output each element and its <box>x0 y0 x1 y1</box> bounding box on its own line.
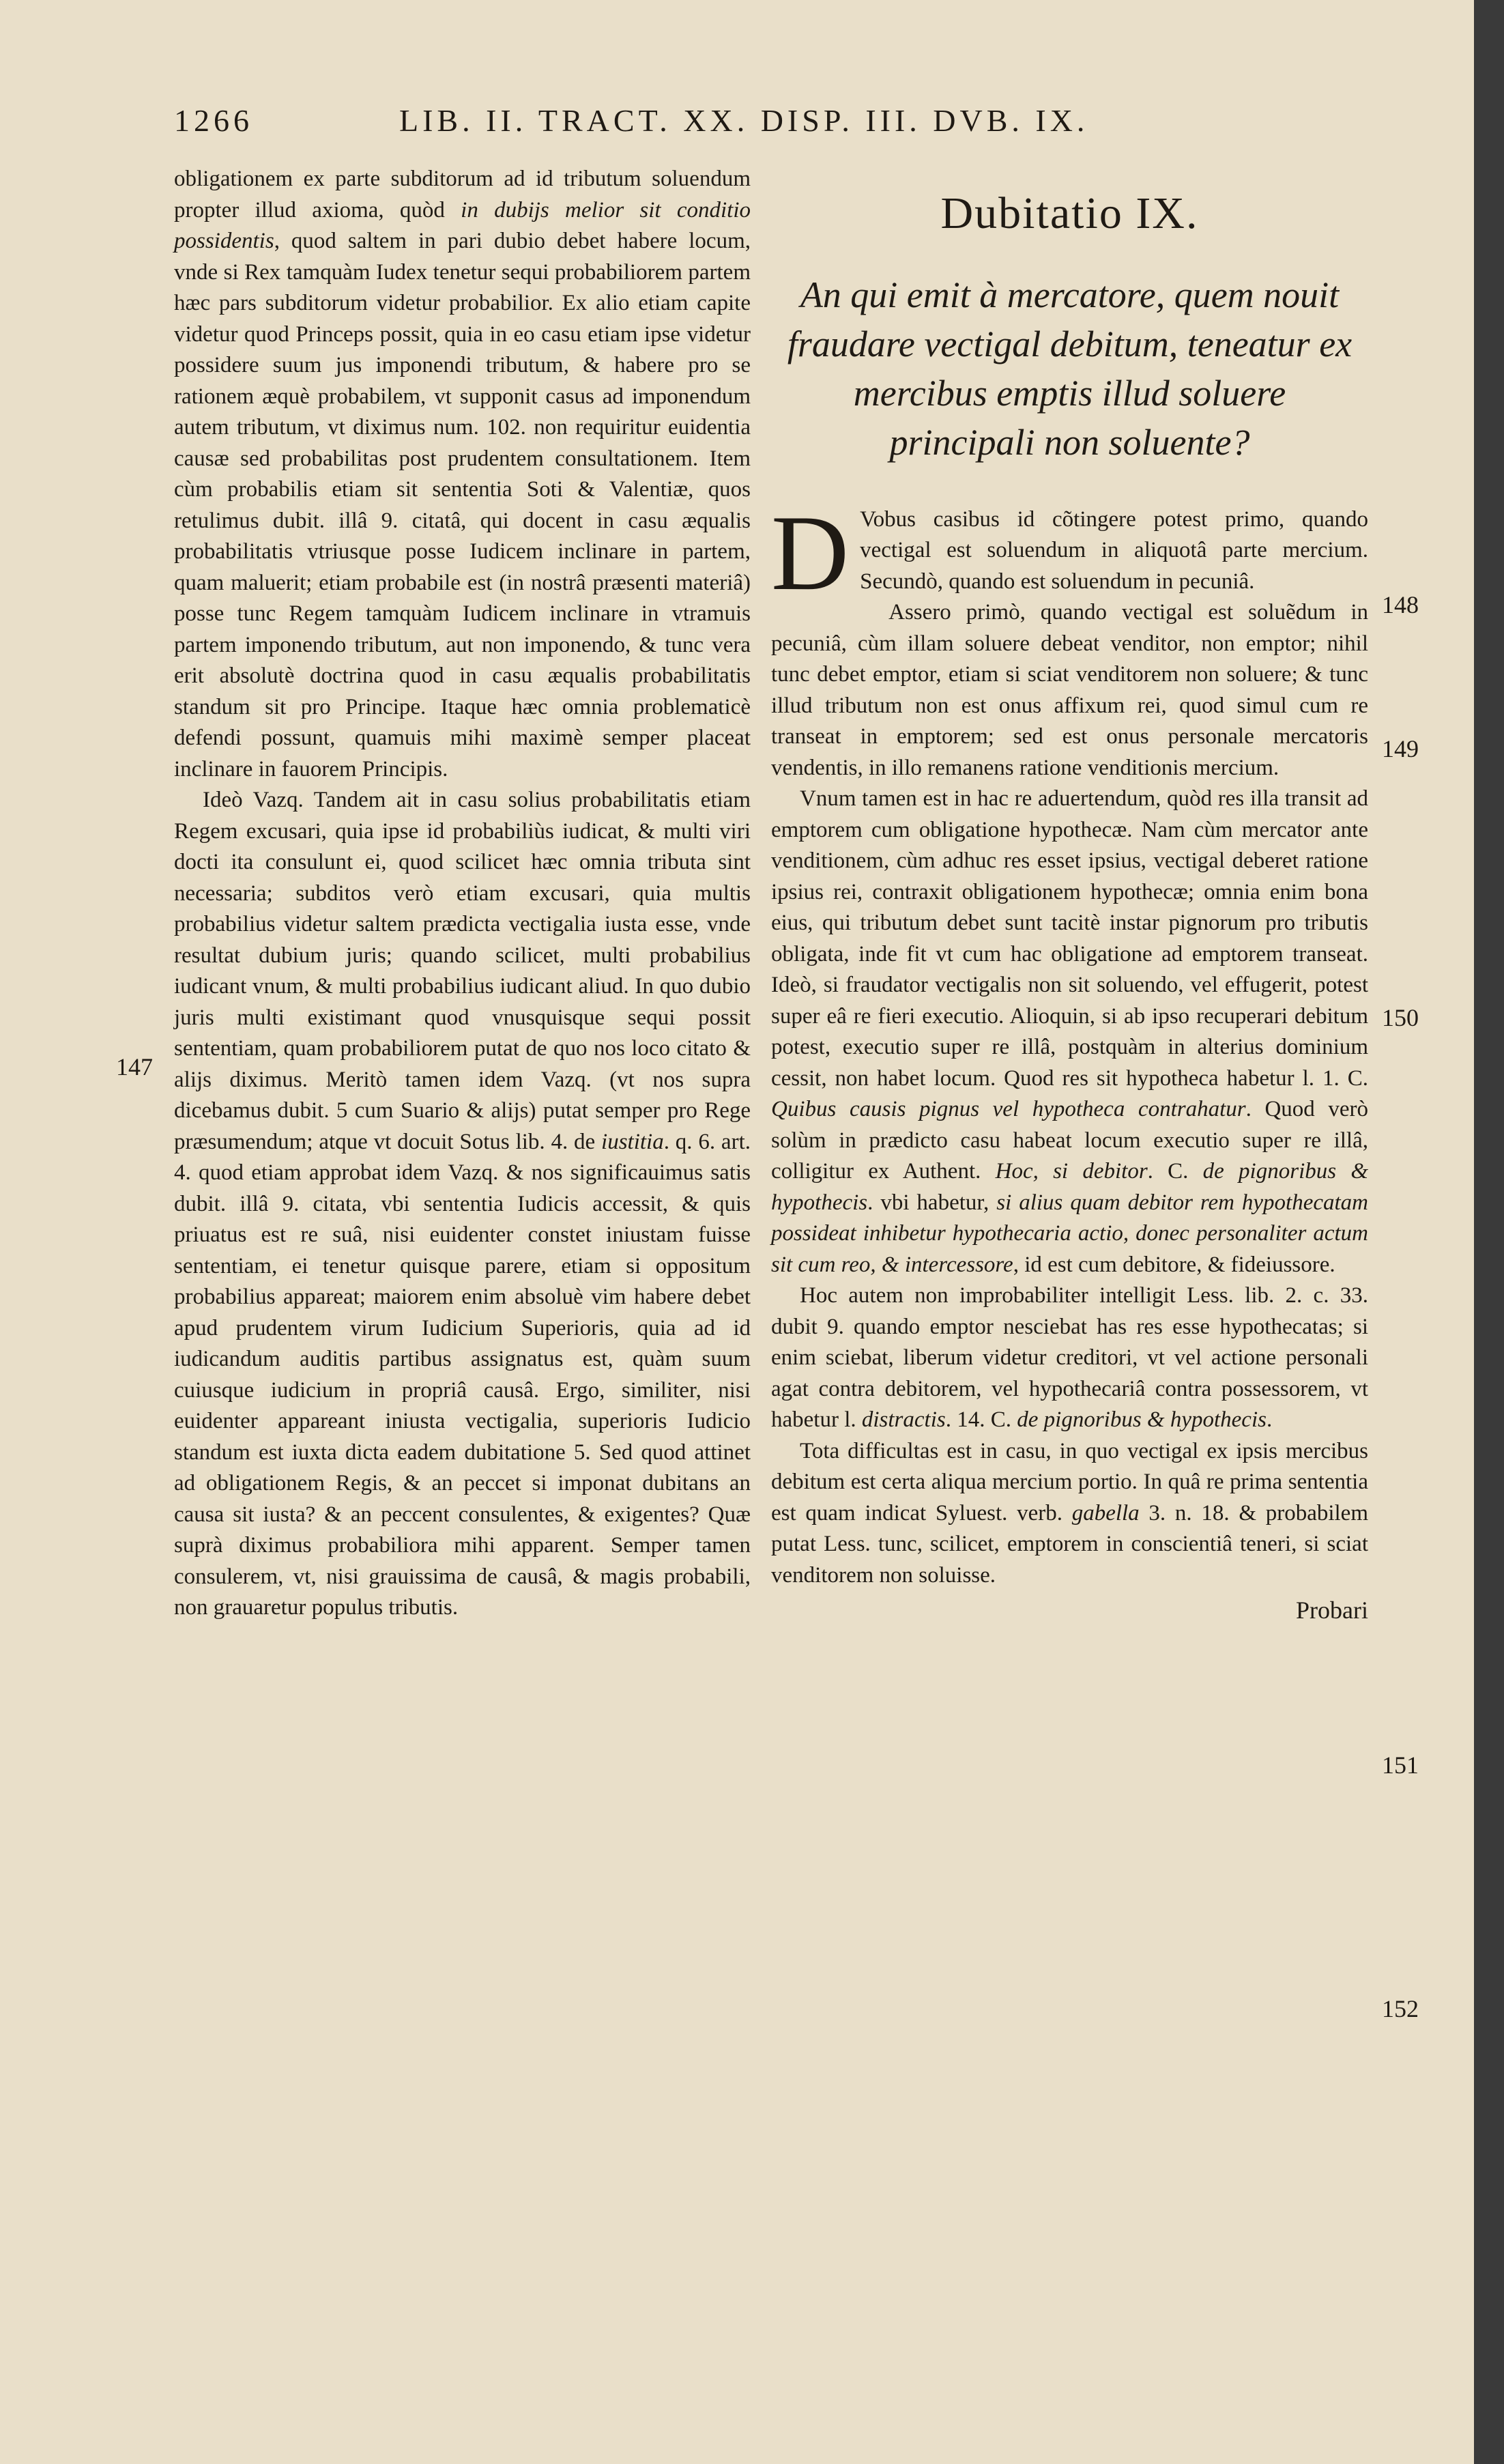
text-run: . vbi habetur, <box>867 1190 997 1215</box>
text-run: , id est cum debitore, & fideiussore. <box>1013 1252 1335 1277</box>
margin-number-152: 152 <box>1382 1995 1419 2022</box>
text-run: . 14. C. <box>945 1407 1017 1432</box>
text-run: . Quod verò solùm in prædicto casu habeat locum executio super re illâ, colligitur ex Authent. <box>771 1097 1369 1184</box>
italic-citation: iustitia <box>601 1129 664 1154</box>
italic-citation: de pignoribus & hypothecis <box>771 1159 1368 1215</box>
left-column <box>174 164 751 1624</box>
text-run: Ideò Vazq. Tandem ait in casu solius probabilitatis etiam Regem excusari, quia ipse id probabiliùs iudicat, & multi viri docti ita consulunt ei, quod scilicet hæc omnia tributa sint necessaria; subditos verò etiam excusari, quia multis probabilius videtur saltem prædicta vectigalia iusta esse, vnde resultat dubium juris; quando scilicet, multi probabilius iudicant vnum, & multi probabilius iudicant aliud. In quo dubio juris multi existimant quod vnusquisque sequi possit sententiam, quam probabiliorem putat de quo nos loco citato & alijs diximus. Meritò tamen idem Vazq. (vt nos supra dicebamus dubit. 5 cum Suario & alijs) putat semper pro Rege præsumendum; atque vt docuit Sotus lib. 4. de <box>174 788 751 1154</box>
right-paragraph-2 <box>771 597 1368 784</box>
right-paragraph-5 <box>771 1436 1368 1592</box>
text-run: . <box>1266 1407 1273 1432</box>
margin-number-148: 148 <box>1382 591 1419 618</box>
italic-citation: distractis <box>861 1407 946 1432</box>
margin-number-149: 149 <box>1382 735 1419 762</box>
left-paragraph-2 <box>174 785 751 1624</box>
text-run: , quod saltem in pari dubio debet habere locum, vnde si Rex tamquàm Iudex tenetur sequi probabiliorem partem hæc pars subditorum videtur probabilior. Ex alio etiam capite videtur quod Princeps possit, quia in eo casu etiam ipse videtur possidere suum jus imponendi tributum, & habere pro se rationem æquè probabilem, vt supponit casus ad imponendum autem tributum, vt diximus num. 102. non requiritur euidentia causæ sed probabilitas post prudentem consultationem. Item cùm probabilis etiam sit sententia Soti & Valentiæ, quos retulimus dubit. illâ 9. citatâ, qui docent in casu æqualis probabilitatis vtriusque posse Iudicem inclinare in partem, quam maluerit; etiam probabile est (in nostrâ præsenti materiâ) posse tunc Regem tamquàm Iudicem inclinare in vtramuis partem imponendo tributum, aut non imponendo, & tunc vera erit absolutè doctrina quod in casu æqualis probabilitatis standum sit pro Principe. Itaque hæc omnia problematicè defendi possunt, quamuis mihi maximè semper placeat inclinare in fauorem Principis. <box>174 229 751 782</box>
running-header <box>174 102 1163 157</box>
italic-citation: de pignoribus & hypothecis <box>1017 1407 1267 1432</box>
text-run: Vobus casibus id cõtingere potest primo, quando vectigal est soluendum in aliquotâ parte mercium. Secundò, quando est soluendum in pecuniâ. <box>860 506 1368 594</box>
right-paragraph-3 <box>771 784 1368 1280</box>
scan-background-edge <box>1474 0 1504 2464</box>
dubitatio-heading: Dubitatio IX. <box>940 188 1199 238</box>
margin-number-151: 151 <box>1382 1751 1419 1779</box>
left-paragraph-1 <box>174 164 751 785</box>
right-column <box>771 188 1369 1627</box>
margin-number-150: 150 <box>1382 1004 1419 1031</box>
right-paragraph-1 <box>771 493 1368 613</box>
italic-citation: Hoc, si debitor <box>995 1159 1148 1184</box>
text-run: Hoc autem non improbabiliter intelligit Less. lib. 2. c. 33. dubit 9. quando emptor nesciebat has res esse hypothecatas; si enim sciebat, liberum videtur creditori, vt vel actione personali agat contra debitorem, vel hypothecariâ contra possessorem, vt habetur l. <box>771 1283 1368 1432</box>
text-run: Tota difficultas est in casu, in quo vectigal ex ipsis mercibus debitum est certa aliqua mercium portio. In quâ re prima sententia est quam indicat Syluest. verb. <box>771 1438 1368 1525</box>
running-title: LIB. II. TRACT. XX. DISP. III. DVB. IX. <box>399 103 1089 138</box>
text-run: . C. <box>1147 1159 1203 1184</box>
text-run: 3. n. 18. & probabilem putat Less. tunc, scilicet, emptorem in conscientiâ teneri, si sciat venditorem non soluisse. <box>771 1500 1368 1588</box>
text-run: Assero primò, quando vectigal est soluẽdum in pecuniâ, cùm illam soluere debeat venditor, non emptor; nihil tunc debet emptor, etiam si sciat venditorem non soluere; & tunc illud tributum non est onus affixum rei, quod simul cum re transeat in emptorem; sed est onus personale mercatoris vendentis, in illo remanens ratione venditionis mercium. <box>771 600 1368 780</box>
italic-citation: gabella <box>1071 1500 1140 1525</box>
italic-quotation: si alius quam debitor rem hypothecatam possideat inhibetur hypothecaria actio, donec personaliter actum sit cum reo, & intercessore <box>771 1190 1368 1277</box>
text-run: obligationem ex parte subditorum ad id tributum soluendum propter illud axioma, quòd <box>174 167 751 223</box>
question-heading: An qui emit à mercatore, quem nouit fraudare vectigal debitum, teneatur ex mercibus emptis illud soluere principali non soluente? <box>787 274 1353 463</box>
italic-citation: in dubijs melior sit conditio possidentis <box>174 197 751 253</box>
right-paragraph-4 <box>771 1280 1368 1436</box>
italic-citation: Quibus causis pignus vel hypotheca contrahatur <box>771 1097 1246 1121</box>
page-number: 1266 <box>174 103 253 138</box>
margin-number-147: 147 <box>116 1053 153 1080</box>
drop-cap: D <box>771 493 850 613</box>
text-run: Vnum tamen est in hac re aduertendum, quòd res illa transit ad emptorem cum obligatione hypothecæ. Nam cùm mercator ante venditionem, cùm adhuc res esset ipsius, vectigal deberet ratione ipsius rei, contraxit obligationem hypothecæ; omnia enim bona eius, qui tributum debet sunt tacitè instar pignorum pro tributis obligata, inde fit vt cum hac obligatione ad emptorem transeat. Ideò, si fraudator vectigalis non sit soluendo, vel effugerit, potest super eâ re fieri executio. Alioquin, si ab ipso recuperari debitum potest, executio super re illâ, postquàm in alterius dominium cessit, non habet locum. Quod res sit hypotheca habetur l. 1. C. <box>771 786 1368 1091</box>
catchword: Probari <box>1296 1596 1368 1624</box>
text-run: . q. 6. art. 4. quod etiam approbat idem Vazq. & nos significauimus satis dubit. illâ 9. citata, vbi sententia Iudicis accessit, & quis priuatus est re suâ, nisi euidenter constet iniustam fuisse sententiam, ei tenetur quisque parere, etiam si oppositum probabilius appareat; maiorem enim absoluè vim habere debet apud prudentem virum Iudicium Superioris, quia ad id iudicandum auditis partibus assignatus est, quàm suum cuiusque iudicium in propriâ causâ. Ergo, similiter, nisi euidenter appareant iniusta vectigalia, superioris Iudicio standum est iuxta dicta eadem dubitatione 5. Sed quod attinet ad obligationem Regis, & an peccet si imponat dubitans an causa sit iusta? & an peccent consulentes, & exigentes? Quæ suprà diximus probabiliora mihi apparent. Semper tamen consulerem, vt, nisi grauissima de causâ, & magis probabili, non grauaretur populus tributis. <box>174 1129 751 1620</box>
